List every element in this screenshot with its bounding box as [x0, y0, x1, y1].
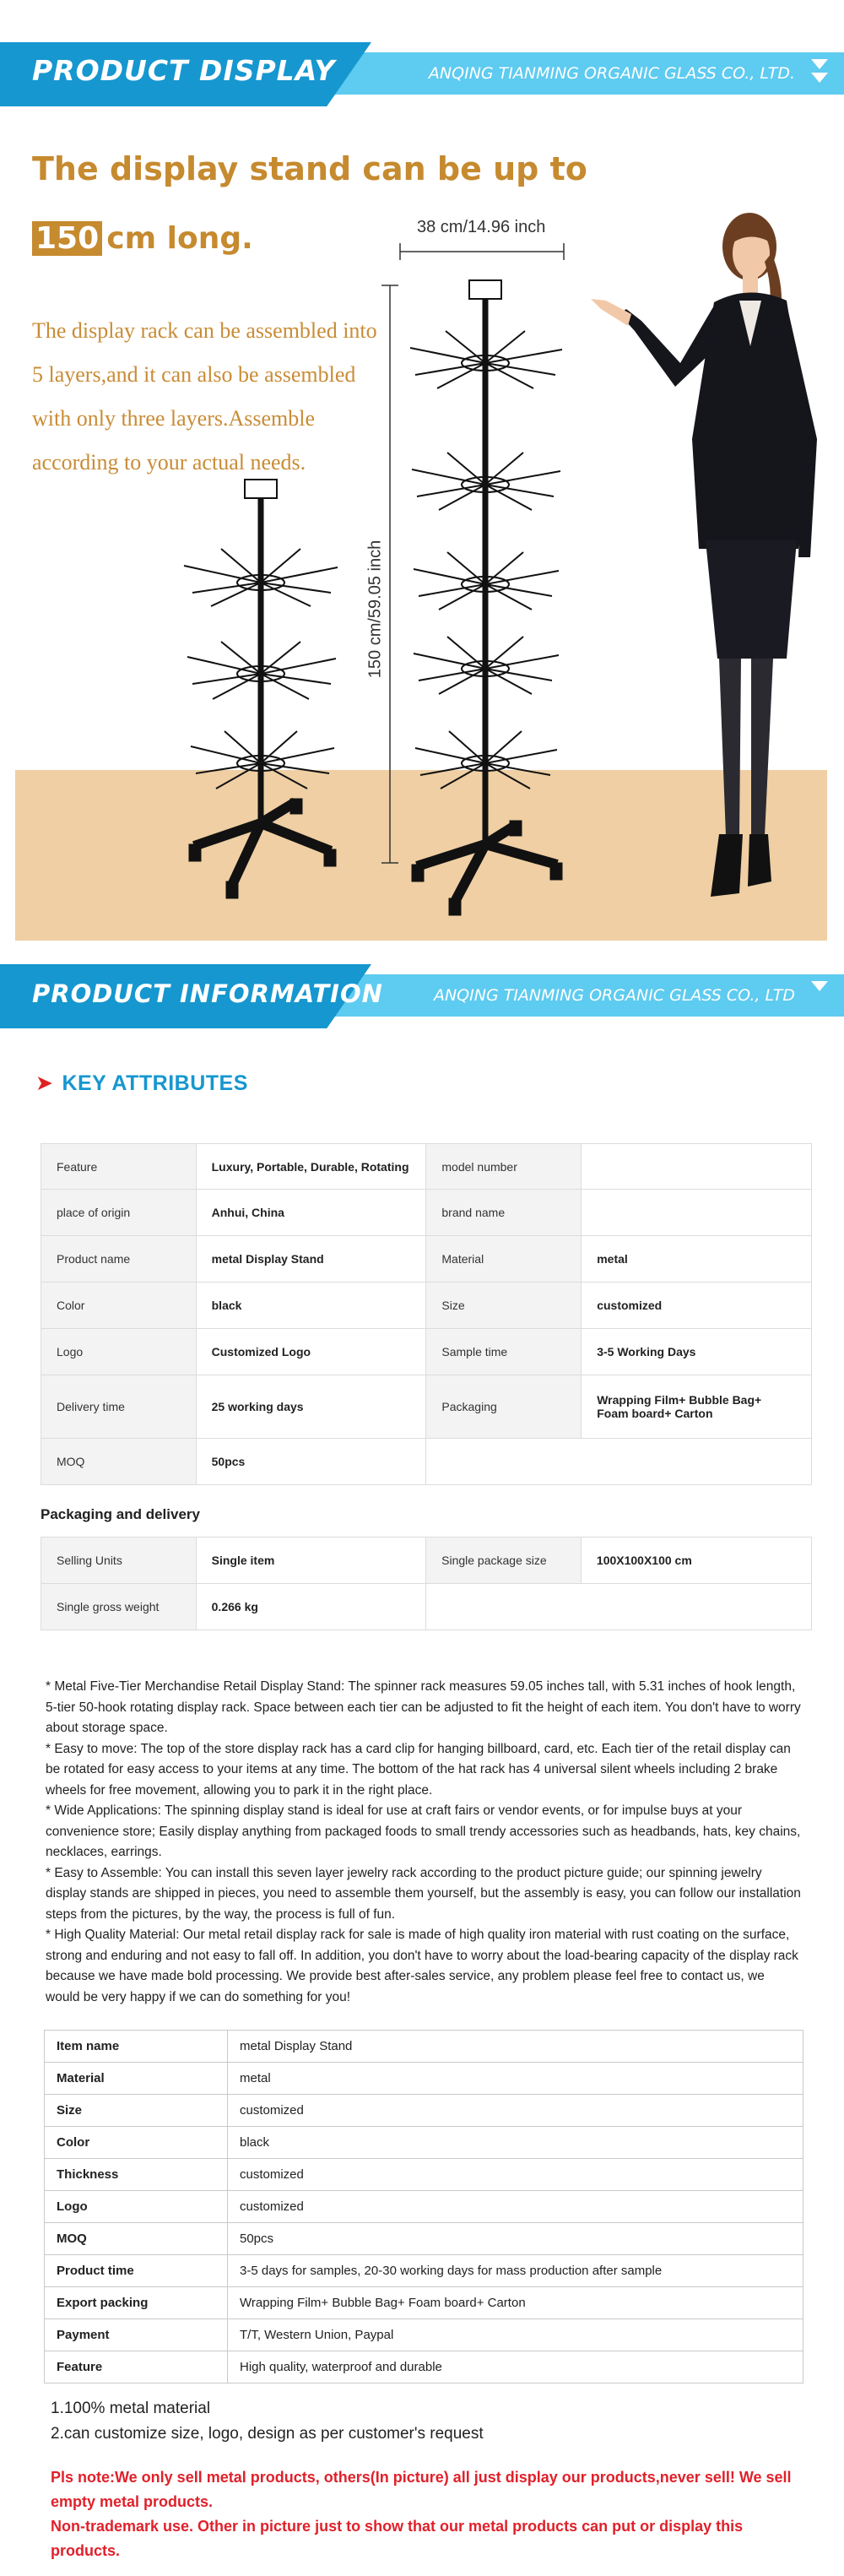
attr-value: black [196, 1283, 426, 1329]
table-row [41, 1584, 812, 1630]
spec-key: Color [45, 2127, 228, 2159]
table-row [45, 2127, 803, 2159]
attr-key: brand name [426, 1190, 582, 1236]
notice-line: Pls note:We only sell metal products, others(In picture) all just display our products,never sell! We sell empty metal products. [51, 2469, 792, 2510]
packaging-table [41, 1537, 812, 1630]
attr-key: Single gross weight [41, 1584, 197, 1630]
banner-company: ANQING TIANMING ORGANIC GLASS CO., LTD [433, 986, 795, 1005]
attr-key: Sample time [426, 1329, 582, 1375]
product-information-banner [0, 964, 844, 1028]
spec-key: Item name [45, 2031, 228, 2063]
attr-key: Material [426, 1236, 582, 1283]
spec-table [44, 2030, 803, 2383]
banner-company: ANQING TIANMING ORGANIC GLASS CO., LTD. [428, 64, 795, 83]
spec-key: Feature [45, 2351, 228, 2383]
spec-value: metal Display Stand [228, 2031, 803, 2063]
table-row [41, 1283, 812, 1329]
table-row [41, 1329, 812, 1375]
attr-key: Single package size [426, 1537, 582, 1584]
description-paragraph: * Easy to Assemble: You can install this seven layer jewelry rack according to the product picture guide; our spinning jewelry display stands are shipped in pieces, you need to assemble them yourself, but the assembly is easy, you can follow our installation steps from the pictures, by the way, the process is full of fun. [46, 1865, 801, 1922]
attr-key: Delivery time [41, 1375, 197, 1439]
spec-key: Thickness [45, 2159, 228, 2191]
attr-value: 25 working days [196, 1375, 426, 1439]
spec-value: customized [228, 2159, 803, 2191]
key-attributes-table [41, 1143, 812, 1485]
spec-value: metal [228, 2063, 803, 2095]
table-row [41, 1439, 812, 1485]
attr-key: Logo [41, 1329, 197, 1375]
height-dimension-line [381, 285, 398, 863]
spec-key: Material [45, 2063, 228, 2095]
table-row [45, 2191, 803, 2223]
description-paragraph: * Easy to move: The top of the store display rack has a card clip for hanging billboard, card, etc. Each tier of the retail display can be rotated for easy access to your items at any time. The bottom of the hat rack has 4 universal silent wheels including 2 brake wheels for free movement, allowing you to park it in the right place. [46, 1741, 791, 1798]
description-paragraph: * High Quality Material: Our metal retail display rack for sale is made of high quality iron material with rust coating on the surface, strong and enduring and not easy to fall off. In addition, you don't have to worry about the load-bearing capacity of the display rack because we have made bold processing. We provide best after-sales service, any problem please feel free to contact us, we would be very happy if we can do something for you! [46, 1928, 798, 2004]
spec-value: High quality, waterproof and durable [228, 2351, 803, 2383]
table-row [45, 2031, 803, 2063]
chevron-down-icon [807, 981, 832, 1011]
three-tier-rack [184, 480, 338, 898]
attr-value: Wrapping Film+ Bubble Bag+ Foam board+ Carton [582, 1375, 812, 1439]
table-row [45, 2319, 803, 2351]
table-row [45, 2223, 803, 2255]
hero-length-unit: cm long. [106, 221, 253, 256]
attr-value: Single item [196, 1537, 425, 1584]
attr-value [582, 1144, 812, 1190]
list-item: 1.100% metal material [51, 2400, 211, 2417]
spec-value: black [228, 2127, 803, 2159]
model-figure [591, 213, 817, 897]
attr-value: 100X100X100 cm [581, 1537, 811, 1584]
attr-value: 0.266 kg [196, 1584, 425, 1630]
attr-key: Packaging [426, 1375, 582, 1439]
notice-line: Non-trademark use. Other in picture just to show that our metal products can put or display this products. [51, 2518, 744, 2559]
hero-description: The display rack can be assembled into 5 layers,and it can also be assembled with only three layers.Assemble according to your actual needs. [32, 318, 377, 475]
table-row [45, 2351, 803, 2383]
attr-value [582, 1190, 812, 1236]
table-row [45, 2095, 803, 2127]
table-row [45, 2255, 803, 2287]
hero-headline: The display stand can be up to [32, 150, 587, 187]
table-row [41, 1537, 812, 1584]
height-dimension-label: 150 cm/59.05 inch [365, 540, 385, 679]
arrow-right-icon: ➤ [35, 1071, 54, 1095]
spec-key: Logo [45, 2191, 228, 2223]
attr-empty [426, 1584, 812, 1630]
table-row [45, 2159, 803, 2191]
table-row [41, 1190, 812, 1236]
table-row [45, 2287, 803, 2319]
spec-value: customized [228, 2191, 803, 2223]
spec-key: Product time [45, 2255, 228, 2287]
table-row [41, 1144, 812, 1190]
attr-key: Size [426, 1283, 582, 1329]
table-row [41, 1236, 812, 1283]
table-row [45, 2063, 803, 2095]
attr-value: 3-5 Working Days [582, 1329, 812, 1375]
spec-key: Size [45, 2095, 228, 2127]
banner-title: PRODUCT DISPLAY [32, 54, 336, 87]
attr-value: metal Display Stand [196, 1236, 426, 1283]
description-paragraph: * Metal Five-Tier Merchandise Retail Display Stand: The spinner rack measures 59.05 inches tall, with 5.31 inches of hook length, 5-tier 50-hook rotating display rack. Space between each tier can be adjusted to fit the height of each item. You don't have to worry about storage space. [46, 1679, 801, 1735]
attr-value: customized [582, 1283, 812, 1329]
attr-empty [426, 1439, 812, 1485]
banner-title: PRODUCT INFORMATION [32, 979, 383, 1008]
width-dimension-line [400, 243, 564, 260]
table-row [41, 1375, 812, 1439]
hero-length-number: 150 [32, 221, 102, 256]
attr-value: Luxury, Portable, Durable, Rotating [196, 1144, 426, 1190]
spec-value: T/T, Western Union, Paypal [228, 2319, 803, 2351]
five-tier-rack [410, 280, 562, 915]
description-paragraph: * Wide Applications: The spinning display stand is ideal for use at craft fairs or vendor events, or for impulse buys at your convenience store; Easily display anything from packaged foods to small trendy accessories such as headbands, hats, key chains, necklaces, earrings. [46, 1803, 801, 1859]
list-item: 2.can customize size, logo, design as per customer's request [51, 2425, 484, 2443]
product-description [46, 1677, 801, 2008]
attr-value: metal [582, 1236, 812, 1283]
features-list [51, 2396, 484, 2447]
packaging-heading: Packaging and delivery [41, 1506, 200, 1522]
attr-value: Customized Logo [196, 1329, 426, 1375]
spec-key: Payment [45, 2319, 228, 2351]
attr-key: Feature [41, 1144, 197, 1190]
attr-value: Anhui, China [196, 1190, 426, 1236]
attr-key: MOQ [41, 1439, 197, 1485]
spec-value: 50pcs [228, 2223, 803, 2255]
attr-key: place of origin [41, 1190, 197, 1236]
attr-key: Color [41, 1283, 197, 1329]
spec-value: customized [228, 2095, 803, 2127]
attr-key: model number [426, 1144, 582, 1190]
sales-notice [51, 2465, 810, 2563]
spec-value: Wrapping Film+ Bubble Bag+ Foam board+ Carton [228, 2287, 803, 2319]
width-dimension-label: 38 cm/14.96 inch [417, 218, 546, 236]
spec-key: Export packing [45, 2287, 228, 2319]
attr-key: Product name [41, 1236, 197, 1283]
attr-value: 50pcs [196, 1439, 426, 1485]
spec-key: MOQ [45, 2223, 228, 2255]
product-illustration [0, 0, 844, 954]
attr-key: Selling Units [41, 1537, 197, 1584]
key-attributes-heading: ➤ KEY ATTRIBUTES [35, 1071, 248, 1095]
spec-value: 3-5 days for samples, 20-30 working days for mass production after sample [228, 2255, 803, 2287]
